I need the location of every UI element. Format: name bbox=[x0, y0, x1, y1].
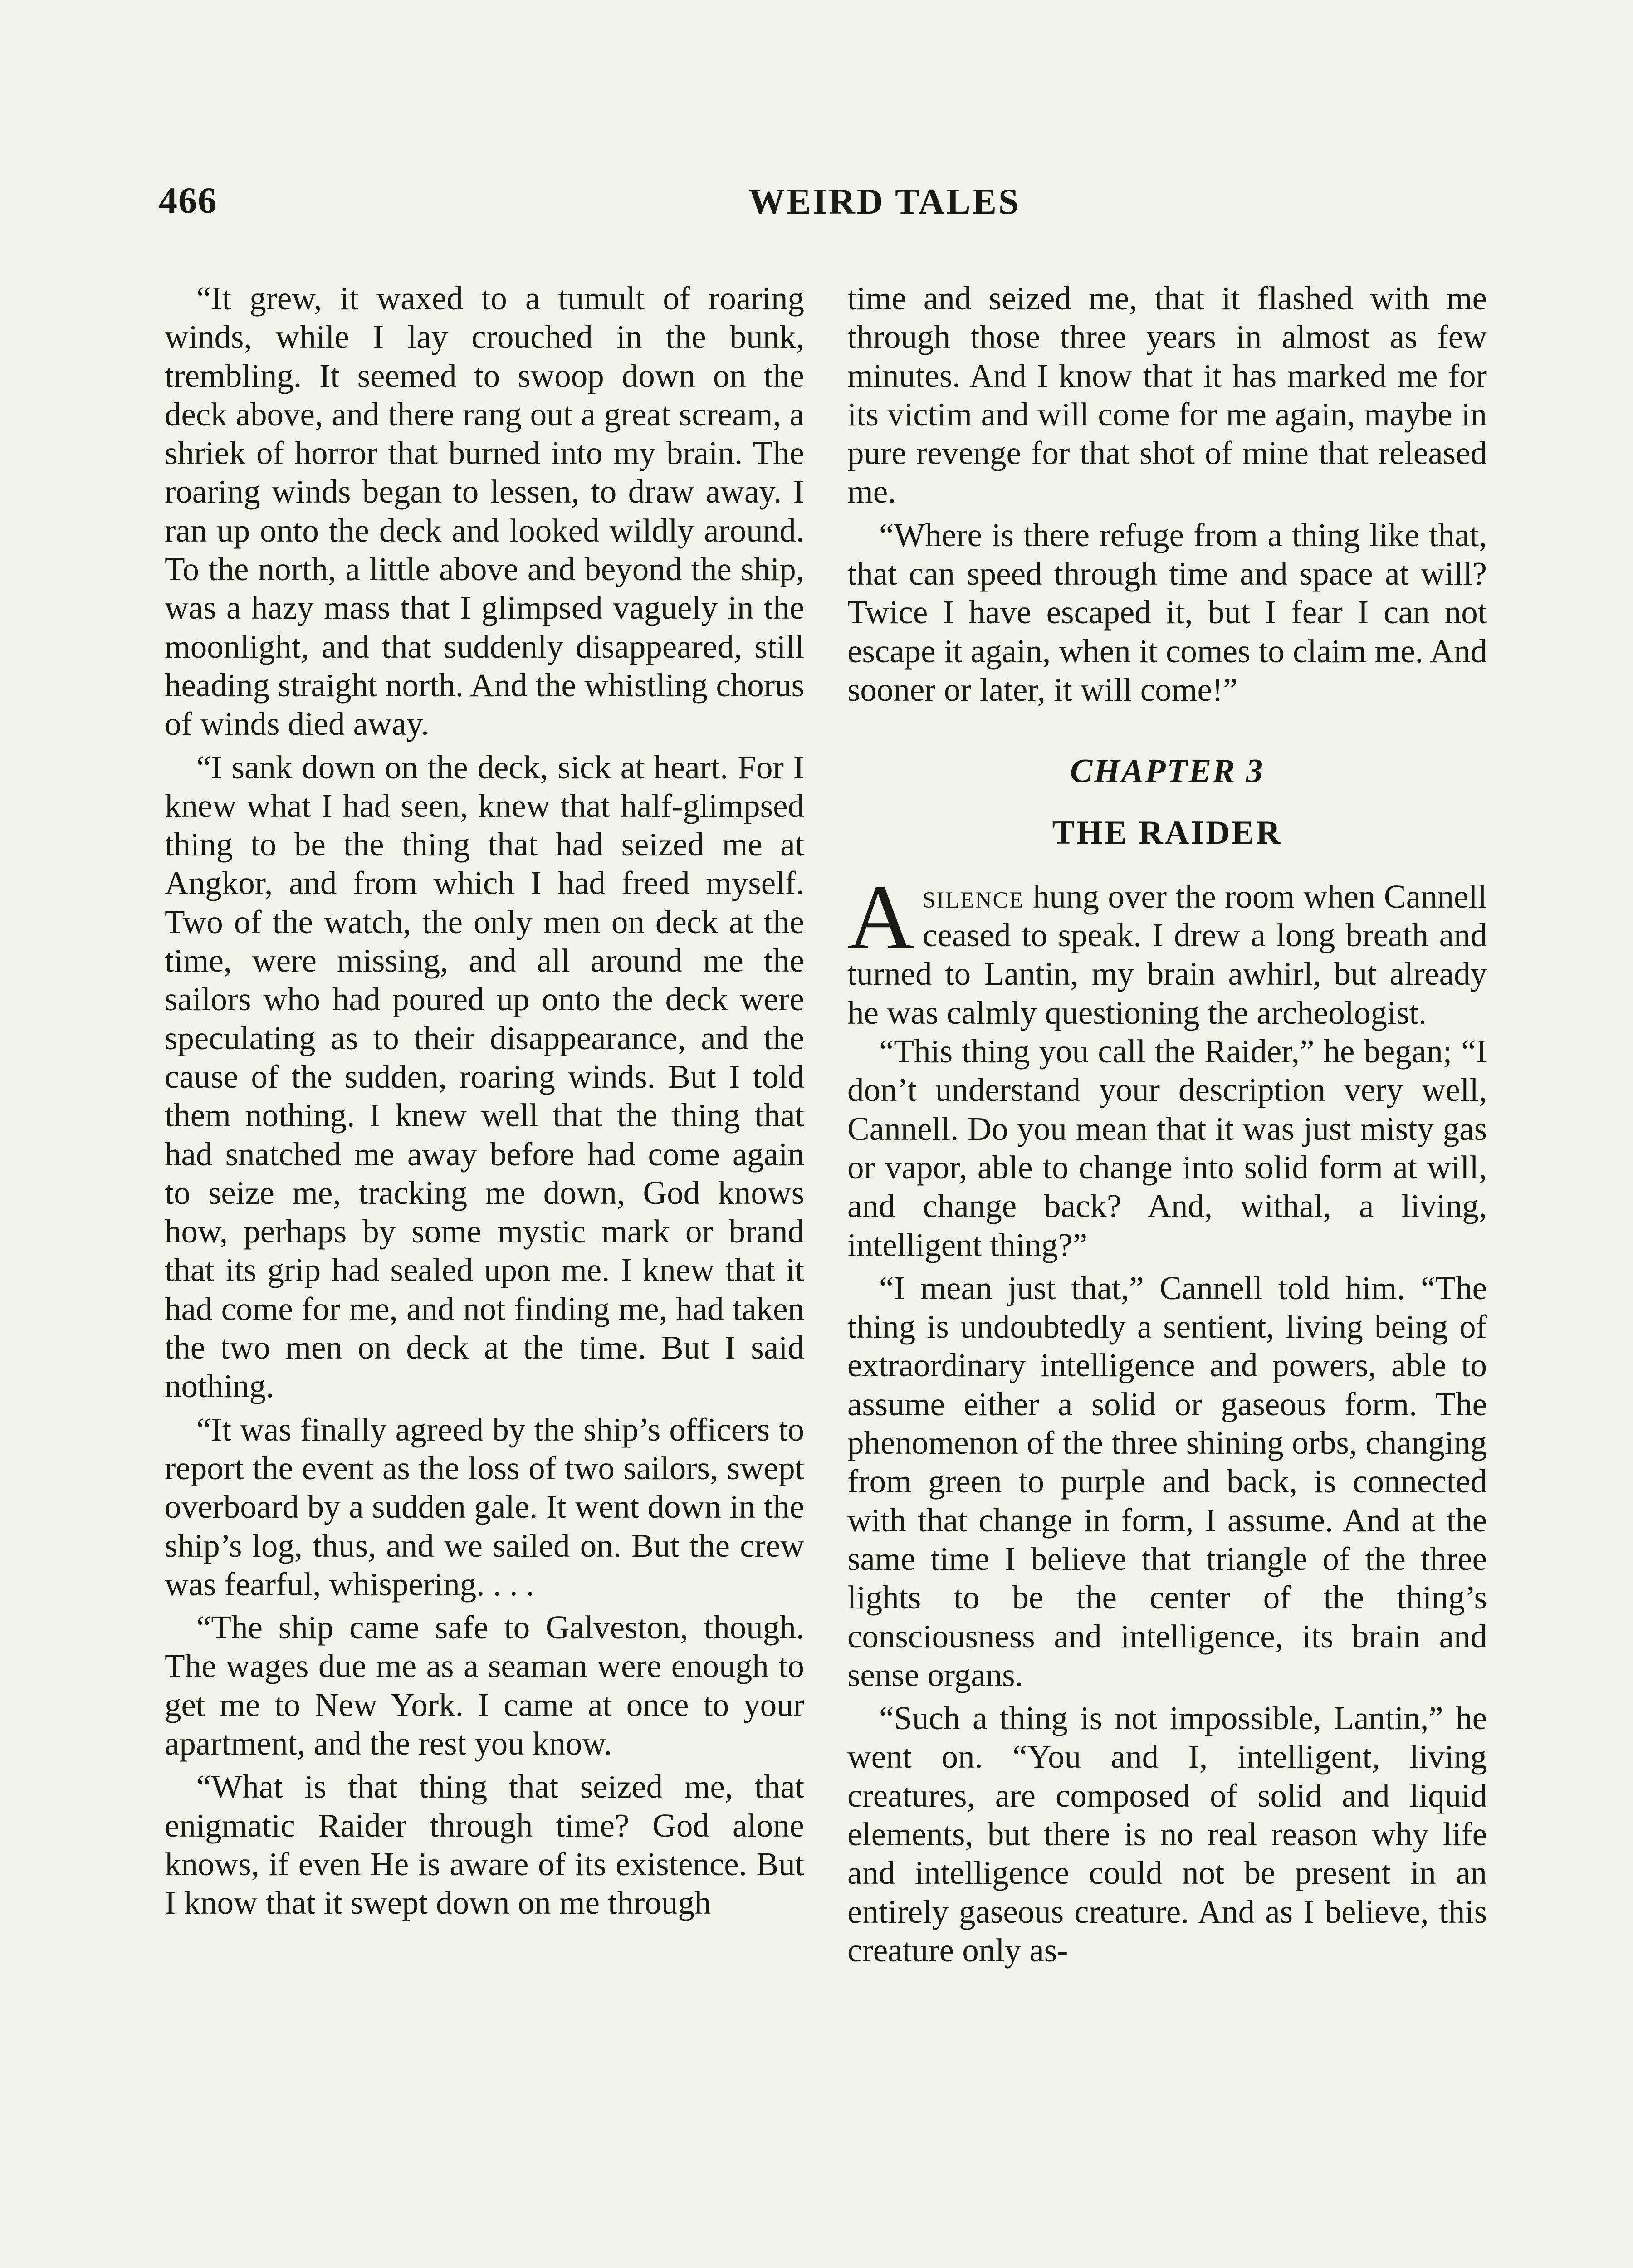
paragraph: “I sank down on the deck, sick at heart. For I knew what I had seen, knew that half-glimpsed thing to be the thing that had seized me at Angkor, and from which I had freed myself. Two of the watch, the only men on deck at the time, were missing, and all around me the sailors who had poured up onto the deck were speculating as to their disappearance, and the cause of the sudden, roaring winds. But I told them nothing. I knew well that the thing that had snatched me away before had come again to seize me, tracking me down, God knows how, perhaps by some mystic mark or brand that its grip had sealed upon me. I knew that it had come for me, and not finding me, had taken the two men on deck at the time. But I said nothing. bbox=[165, 748, 804, 1405]
page-number: 466 bbox=[159, 180, 217, 221]
chapter-label: CHAPTER 3 bbox=[1070, 753, 1264, 790]
right-column bbox=[847, 279, 1487, 1970]
paragraph: “Such a thing is not impossible, Lantin,” he went on. “You and I, intelligent, living creatures, are composed of solid and liquid elements, but there is no real reason why life and intelligence could not be present in an entirely gaseous creature. And as I believe, this creature only as- bbox=[847, 1700, 1487, 1969]
paragraph: “It grew, it waxed to a tumult of roaring winds, while I lay crouched in the bunk, trembling. It seemed to swoop down on the deck above, and there rang out a great scream, a shriek of horror that burned into my brain. The roaring winds began to lessen, to draw away. I ran up onto the deck and looked wildly around. To the north, a little above and beyond the ship, was a hazy mass that I glimpsed vaguely in the moonlight, and that suddenly disappeared, still heading straight north. And the whistling chorus of winds died away. bbox=[165, 280, 804, 743]
left-column bbox=[165, 279, 804, 1922]
chapter-opening-paragraph bbox=[847, 865, 1487, 1032]
drop-cap: A bbox=[847, 865, 915, 969]
paragraph: “This thing you call the Raider,” he began; “I don’t understand your description very well, Cannell. Do you mean that it was just misty gas or vapor, able to change into solid form at will, and change back? And, withal, a living, intelligent thing?” bbox=[847, 1033, 1487, 1263]
continued-paragraph: time and seized me, that it flashed with me through those three years in almost as few minutes. And I know that it has marked me for its victim and will come for me again, maybe in pure revenge for that shot of mine that released me. bbox=[847, 280, 1487, 510]
paragraph: “Where is there refuge from a thing like that, that can speed through time and space at will? Twice I have escaped it, but I fear I can not escape it again, when it comes to claim me. And sooner or later, it will come!” bbox=[847, 516, 1487, 708]
chapter-title: THE RAIDER bbox=[1052, 814, 1282, 851]
running-title: WEIRD TALES bbox=[748, 182, 1021, 222]
paragraph: “The ship came safe to Galveston, though. The wages due me as a seaman were enough to get me to New York. I came at once to your apartment, and the rest you know. bbox=[165, 1609, 804, 1762]
paragraph: “What is that thing that seized me, that enigmatic Raider through time? God alone knows, if even He is aware of its existence. But I know that it swept down on me through bbox=[165, 1768, 804, 1921]
opening-text: hung over the room when Cannell ceased to speak. I drew a long breath and turned to Lantin, my brain awhirl, but already he was calmly questioning the archeologist. bbox=[847, 878, 1487, 1031]
paragraph: “It was finally agreed by the ship’s officers to report the event as the loss of two sailors, swept overboard by a sudden gale. It went down in the ship’s log, thus, and we sailed on. But the crew was fearful, whispering. . . . bbox=[165, 1411, 804, 1603]
paragraph: “I mean just that,” Cannell told him. “The thing is undoubtedly a sentient, living being of extraordinary intelligence and powers, able to assume either a solid or gaseous form. The phenomenon of the three shining orbs, changing from green to purple and back, is connected with that change in form, I assume. And at the same time I believe that triangle of the three lights to be the center of the thing’s consciousness and intelligence, its brain and sense organs. bbox=[847, 1269, 1487, 1693]
opening-small-caps: silence bbox=[923, 878, 1024, 915]
